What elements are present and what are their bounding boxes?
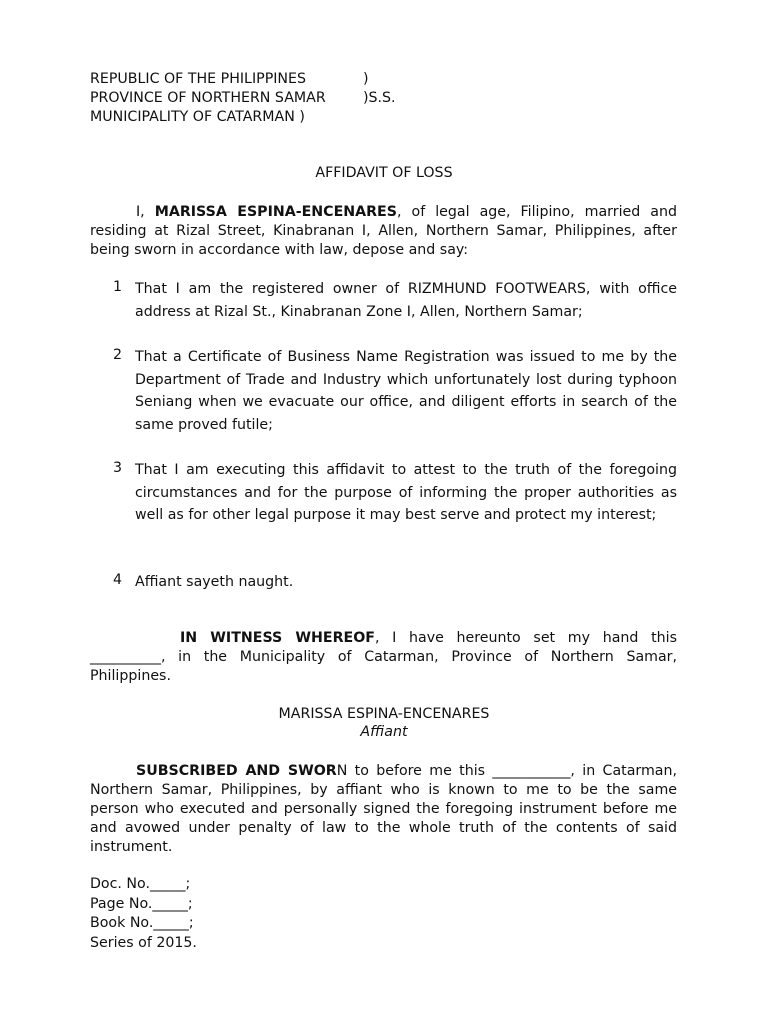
- venue-line-province: PROVINCE OF NORTHERN SAMAR )S.S.: [90, 90, 396, 106]
- venue-line-municipality: MUNICIPALITY OF CATARMAN ): [90, 109, 305, 125]
- intro-paragraph: I, MARISSA ESPINA-ENCENARES, of legal age, Filipino, married and residing at Rizal Street, Kinabranan I, Allen, Northern Samar, Philippines, after being sworn in accordance with law, depose and say:: [90, 204, 677, 258]
- venue-line-republic: REPUBLIC OF THE PHILIPPINES ): [90, 71, 369, 87]
- series: Series of 2015.: [90, 934, 197, 951]
- affiant-name-bold: MARISSA ESPINA-ENCENARES: [154, 204, 397, 220]
- notary-register: [90, 875, 390, 953]
- book-no: Book No._____;: [90, 915, 194, 931]
- witness-bold: IN WITNESS WHEREOF: [180, 630, 375, 646]
- document-title: AFFIDAVIT OF LOSS: [315, 165, 453, 181]
- affiant-signature-name: MARISSA ESPINA-ENCENARES: [278, 706, 490, 722]
- page-no: Page No._____;: [90, 895, 193, 912]
- doc-no: Doc. No._____;: [90, 876, 191, 892]
- affiant-label: Affiant: [360, 724, 408, 740]
- venue-header: [90, 70, 490, 127]
- subscribed-bold: SUBSCRIBED AND SWOR: [136, 763, 337, 779]
- witness-paragraph: IN WITNESS WHEREOF, I have hereunto set my hand this __________, in the Municipality of Catarman, Province of Northern Samar, Philippines.: [90, 630, 677, 684]
- jurat-paragraph: SUBSCRIBED AND SWORN to before me this ___________, in Catarman, Northern Samar, Philippines, by affiant who is known to me to be the same person who executed and personally signed the foregoing instrument before me and avowed under penalty of law to the whole truth of the contents of said instrument.: [90, 763, 677, 855]
- affidavit-page: REPUBLIC OF THE PHILIPPINES ) PROVINCE OF NORTHERN SAMAR )S.S. MUNICIPALITY OF CATARMAN ) AFFIDAVIT OF LOSS I, MARISSA ESPINA-ENCENARES, of legal age, Filipino, married and residing at Rizal Street, Kinabranan I, Allen, Northern Samar, Philippines, after being sworn in accordance with law, depose and say: 1 That I am the registered owner of RIZMHUND FOOTWEARS, with office address at Rizal St., Kinabranan Zone I, Allen, Northern Samar; 2 That a Certificate of Business Name Registration was issued to me by the Department of Trade and Industry which unfortunately lost during typhoon Seniang when we evacuate our office, and diligent efforts in search of the same proved futile; 3 That I am executing this affidavit to attest to the truth of the foregoing circumstances and for the purpose of informing the proper authorities as well as for other legal purpose it may best serve and protect my interest; 4 Affiant sayeth naught. IN WITNESS WHEREOF, I have hereunto set my hand this __________, in the Municipality of Catarman, Province of Northern Samar, Philippines. MARISSA ESPINA-ENCENARES Affiant SUBSCRIBED AND SWORN to before me this ___________, in Catarman, Northern Samar, Philippines, by affiant who is known to me to be the same person who executed and personally signed the foregoing instrument before me and avowed under penalty of law to the whole truth of the contents of said instrument. Doc. No._____; Page No._____; Book No._____; Series of 2015.: [0, 0, 768, 1024]
